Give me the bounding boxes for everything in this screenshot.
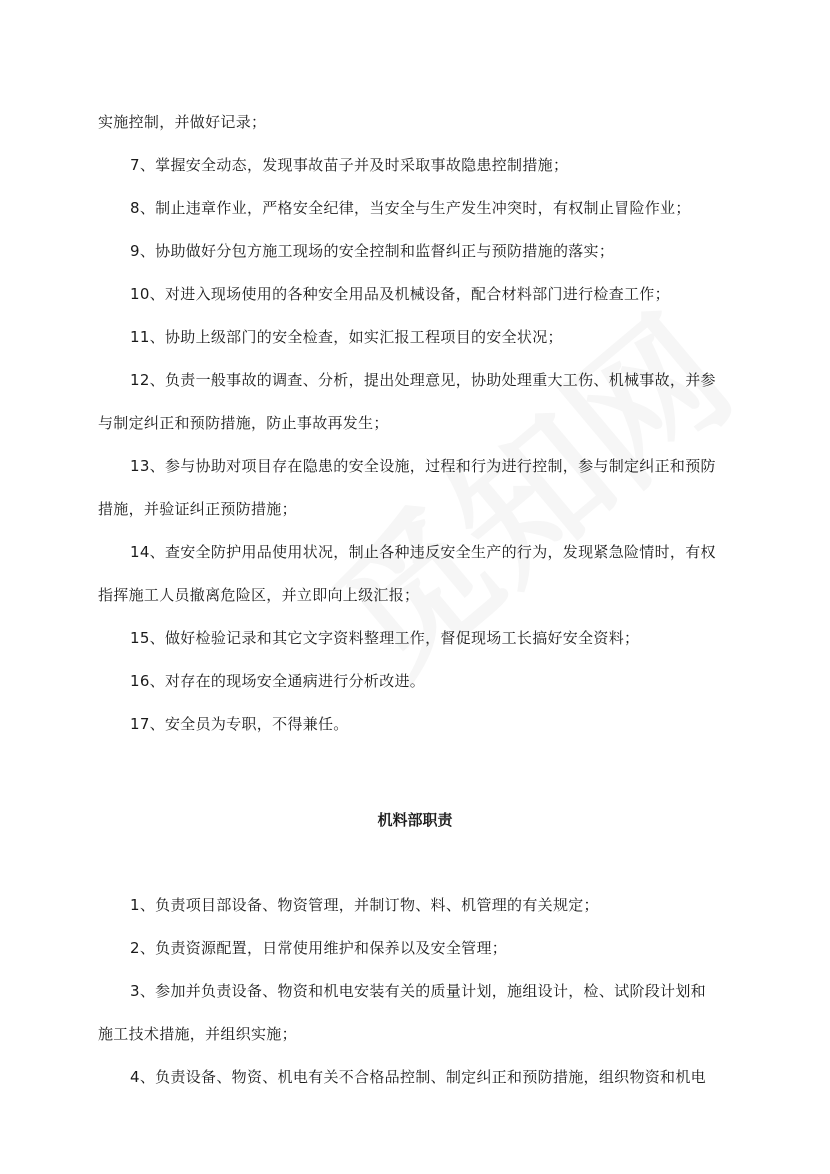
paragraph-line: 10、对进入现场使用的各种安全用品及机械设备，配合材料部门进行检查工作； bbox=[130, 285, 670, 303]
paragraph-line: 与制定纠正和预防措施，防止事故再发生； bbox=[98, 414, 389, 432]
paragraph-line: 9、协助做好分包方施工现场的安全控制和监督纠正与预防措施的落实； bbox=[130, 242, 615, 260]
paragraph-line: 措施，并验证纠正预防措施； bbox=[98, 500, 297, 518]
paragraph-line: 指挥施工人员撤离危险区，并立即向上级汇报； bbox=[98, 586, 420, 604]
paragraph-line: 14、查安全防护用品使用状况，制止各种违反安全生产的行为，发现紧急险情时，有权 bbox=[130, 543, 716, 561]
paragraph-line: 4、负责设备、物资、机电有关不合格品控制、制定纠正和预防措施，组织物资和机电 bbox=[130, 1068, 706, 1086]
paragraph-line: 施工技术措施，并组织实施； bbox=[98, 1025, 297, 1043]
paragraph-line: 15、做好检验记录和其它文字资料整理工作，督促现场工长搞好安全资料； bbox=[130, 629, 640, 647]
paragraph-line: 12、负责一般事故的调查、分析，提出处理意见，协助处理重大工伤、机械事故，并参 bbox=[130, 371, 716, 389]
paragraph-line: 实施控制，并做好记录； bbox=[98, 113, 267, 131]
paragraph-line: 2、负责资源配置，日常使用维护和保养以及安全管理； bbox=[130, 939, 508, 957]
paragraph-line: 13、参与协助对项目存在隐患的安全设施，过程和行为进行控制，参与制定纠正和预防 bbox=[130, 457, 716, 475]
paragraph-line: 16、对存在的现场安全通病进行分析改进。 bbox=[130, 672, 426, 690]
paragraph-line: 11、协助上级部门的安全检查，如实汇报工程项目的安全状况； bbox=[130, 328, 563, 346]
paragraph-line: 17、安全员为专职，不得兼任。 bbox=[130, 715, 349, 733]
paragraph-line: 1、负责项目部设备、物资管理，并制订物、料、机管理的有关规定； bbox=[130, 896, 599, 914]
section-title: 机料部职责 bbox=[377, 811, 453, 829]
paragraph-line: 7、掌握安全动态，发现事故苗子并及时采取事故隐患控制措施； bbox=[130, 156, 569, 174]
paragraph-line: 8、制止违章作业，严格安全纪律，当安全与生产发生冲突时，有权制止冒险作业； bbox=[130, 199, 691, 217]
paragraph-line: 3、参加并负责设备、物资和机电安装有关的质量计划，施组设计，检、试阶段计划和 bbox=[130, 982, 706, 1000]
